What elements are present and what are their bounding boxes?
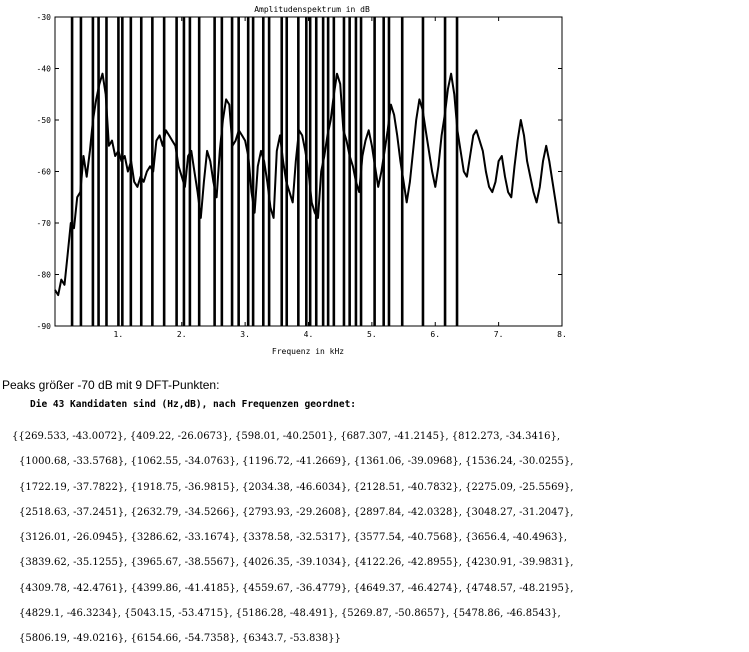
y-tick-label: -30	[36, 13, 51, 22]
candidate-line: {1000.68, -33.5768}, {1062.55, -34.0763}, {1196.72, -41.2669}, {1361.06, -39.0968}, {1536.24, -30.0255},	[19, 456, 574, 468]
x-tick-label: 7.	[493, 330, 504, 339]
candidate-line: {1722.19, -37.7822}, {1918.75, -36.9815}, {2034.38, -46.6034}, {2128.51, -40.7832}, {2275.09, -25.5569},	[19, 481, 574, 493]
x-tick-label: 6.	[430, 330, 441, 339]
x-tick-label: 4.	[303, 330, 314, 339]
candidates-subheading: Die 43 Kandidaten sind (Hz,dB), nach Frequenzen geordnet:	[30, 399, 357, 410]
candidate-line: {4309.78, -42.4761}, {4399.86, -41.4185}, {4559.67, -36.4779}, {4649.37, -46.4274}, {4748.57, -48.2195},	[19, 582, 574, 594]
y-tick-label: -70	[36, 219, 51, 228]
y-tick-label: -40	[36, 64, 51, 74]
candidate-line: {4829.1, -46.3234}, {5043.15, -53.4715}, {5186.28, -48.491}, {5269.87, -50.8657}, {5478.86, -46.8543},	[19, 608, 561, 620]
y-tick-label: -90	[36, 322, 51, 331]
x-tick-label: 8.	[557, 330, 567, 339]
peaks-heading: Peaks größer -70 dB mit 9 DFT-Punkten:	[2, 378, 220, 392]
x-axis-label: Frequenz in kHz	[271, 347, 345, 356]
x-tick-label: 1.	[113, 330, 124, 339]
y-tick-label: -80	[36, 270, 51, 280]
y-tick-label: -60	[36, 167, 51, 177]
candidate-list	[12, 424, 747, 652]
y-tick-label: -50	[36, 116, 51, 125]
plot-area	[37, 13, 567, 339]
candidate-line: {2518.63, -37.2451}, {2632.79, -34.5266}, {2793.93, -29.2608}, {2897.84, -42.0328}, {3048.27, -31.2047},	[19, 506, 574, 518]
candidate-line: {5806.19, -49.0216}, {6154.66, -54.7358}, {6343.7, -53.838}}	[19, 633, 341, 645]
x-tick-label: 3.	[240, 330, 250, 339]
x-tick-label: 2.	[176, 330, 187, 339]
chart-title: Amplitudenspektrum in dB	[254, 5, 370, 14]
candidate-line: {3126.01, -26.0945}, {3286.62, -33.1674}, {3378.58, -32.5317}, {3577.54, -40.7568}, {3656.4, -40.4963},	[19, 532, 568, 544]
candidate-line: {3839.62, -35.1255}, {3965.67, -38.5567}, {4026.35, -39.1034}, {4122.26, -42.8955}, {4230.91, -39.9831},	[19, 557, 574, 569]
candidate-line: {{269.533, -43.0072}, {409.22, -26.0673}, {598.01, -40.2501}, {687.307, -41.2145}, {812.273, -34.3416},	[12, 431, 561, 442]
x-tick-label: 5.	[367, 330, 377, 339]
